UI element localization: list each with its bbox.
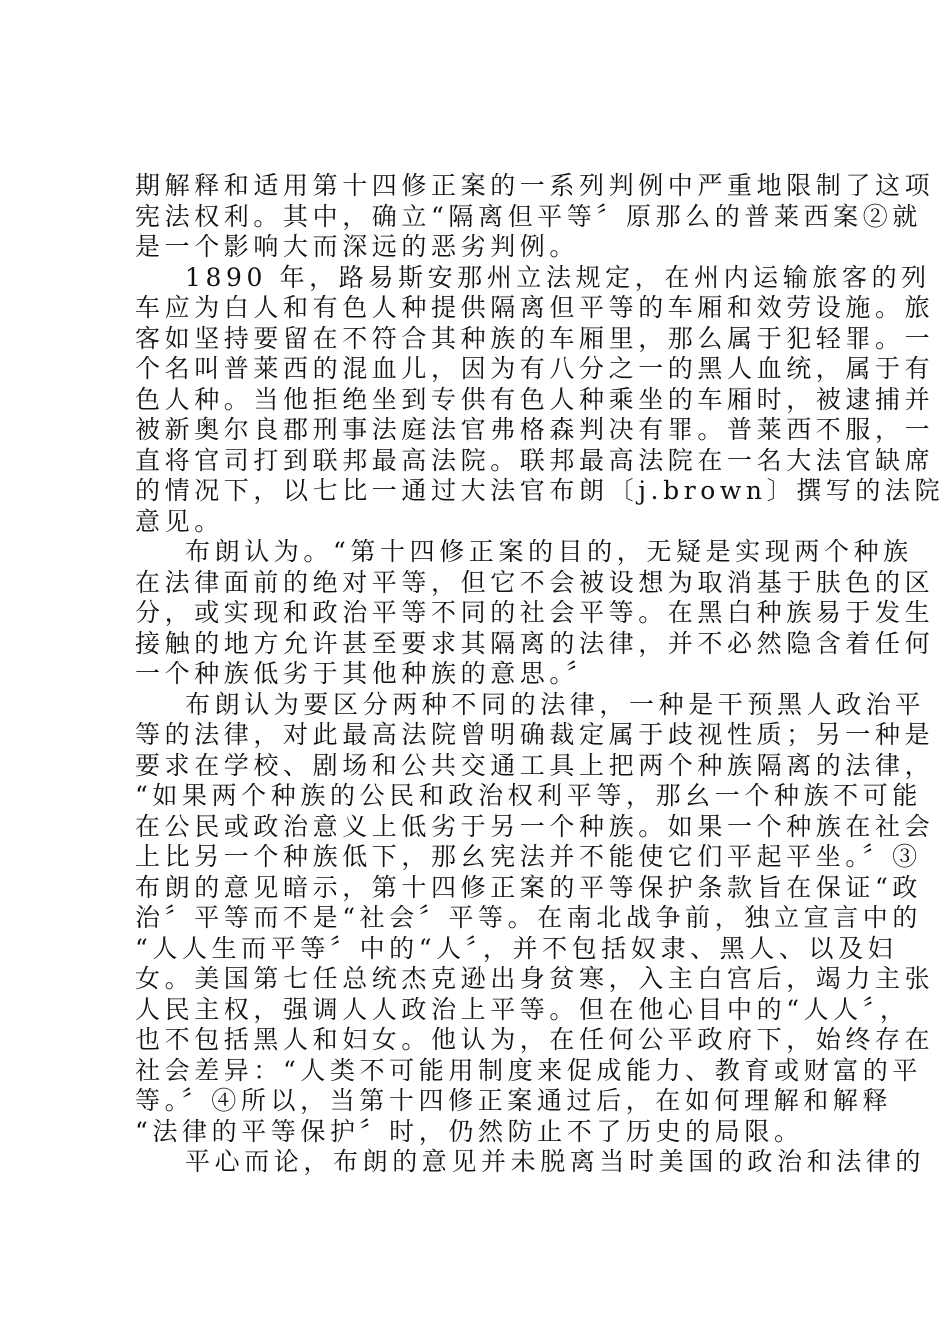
text-line: 分，或实现和政治平等不同的社会平等。在黑白种族易于发生	[135, 598, 935, 627]
text-line: 等。〞④所以，当第十四修正案通过后，在如何理解和解释	[135, 1086, 893, 1115]
text-line: 个名叫普莱西的混血儿，因为有八分之一的黑人血统，属于有	[135, 354, 935, 383]
text-line: 车应为白人和有色人种提供隔离但平等的车厢和效劳设施。旅	[135, 293, 935, 322]
text-line: 客如坚持要留在不符合其种族的车厢里，那么属于犯轻罪。一	[135, 323, 935, 353]
paragraph-start-line: 布朗认为。“第十四修正案的目的，无疑是实现两个种族	[185, 537, 913, 566]
text-line: 被新奥尔良郡刑事法庭法官弗格森判决有罪。普莱西不服，一	[135, 415, 935, 444]
text-line: 的情况下，以七比一通过大法官布朗〔j.brown〕撰写的法院	[135, 476, 945, 505]
text-line: 等的法律，对此最高法院曾明确裁定属于歧视性质；另一种是	[135, 720, 935, 749]
document-page	[135, 171, 945, 1178]
text-line: “人人生而平等〞中的“人〞，并不包括奴隶、黑人、以及妇	[135, 933, 898, 963]
text-line: 意见。	[135, 506, 224, 536]
text-line: 布朗的意见暗示，第十四修正案的平等保护条款旨在保证“政	[135, 872, 922, 902]
text-line: 一个种族低劣于其他种族的意思。〞	[135, 659, 597, 688]
text-line: 社会差异：“人类不可能用制度来促成能力、教育或财富的平	[135, 1055, 922, 1085]
text-line: 在法律面前的绝对平等，但它不会被设想为取消基于肤色的区	[135, 567, 935, 597]
text-line: 接触的地方允许甚至要求其隔离的法律，并不必然隐含着任何	[135, 628, 935, 658]
text-line: 宪法权利。其中，确立“隔离但平等〞原那么的普莱西案②就	[135, 201, 922, 231]
text-line: 治〞平等而不是“社会〞平等。在南北战争前，独立宣言中的	[135, 903, 922, 932]
text-line: 直将官司打到联邦最高法院。联邦最高法院在一名大法官缺席	[135, 445, 935, 475]
paragraph-start-line: 1890 年，路易斯安那州立法规定，在州内运输旅客的列	[185, 262, 931, 292]
text-line: “法律的平等保护〞时，仍然防止不了历史的局限。	[135, 1116, 804, 1146]
text-line: “如果两个种族的公民和政治权利平等，那幺一个种族不可能	[135, 781, 922, 810]
paragraph-start-line: 布朗认为要区分两种不同的法律，一种是干预黑人政治平	[185, 689, 926, 719]
text-line: 上比另一个种族低下，那幺宪法并不能使它们平起平坐。〞③	[135, 842, 922, 871]
text-line: 在公民或政治意义上低劣于另一个种族。如果一个种族在社会	[135, 811, 935, 841]
text-line: 要求在学校、剧场和公共交通工具上把两个种族隔离的法律，	[135, 750, 935, 780]
text-line: 色人种。当他拒绝坐到专供有色人种乘坐的车厢时，被逮捕并	[135, 384, 935, 414]
text-line: 女。美国第七任总统杰克逊出身贫寒，入主白宫后，竭力主张	[135, 964, 935, 993]
text-line: 人民主权，强调人人政治上平等。但在他心目中的“人人〞，	[135, 994, 910, 1024]
text-line: 期解释和适用第十四修正案的一系列判例中严重地限制了这项	[135, 171, 935, 200]
text-line: 也不包括黑人和妇女。他认为，在任何公平政府下，始终存在	[135, 1025, 935, 1054]
text-line: 是一个影响大而深远的恶劣判例。	[135, 232, 580, 261]
paragraph-start-line: 平心而论，布朗的意见并未脱离当时美国的政治和法律的	[185, 1147, 926, 1176]
